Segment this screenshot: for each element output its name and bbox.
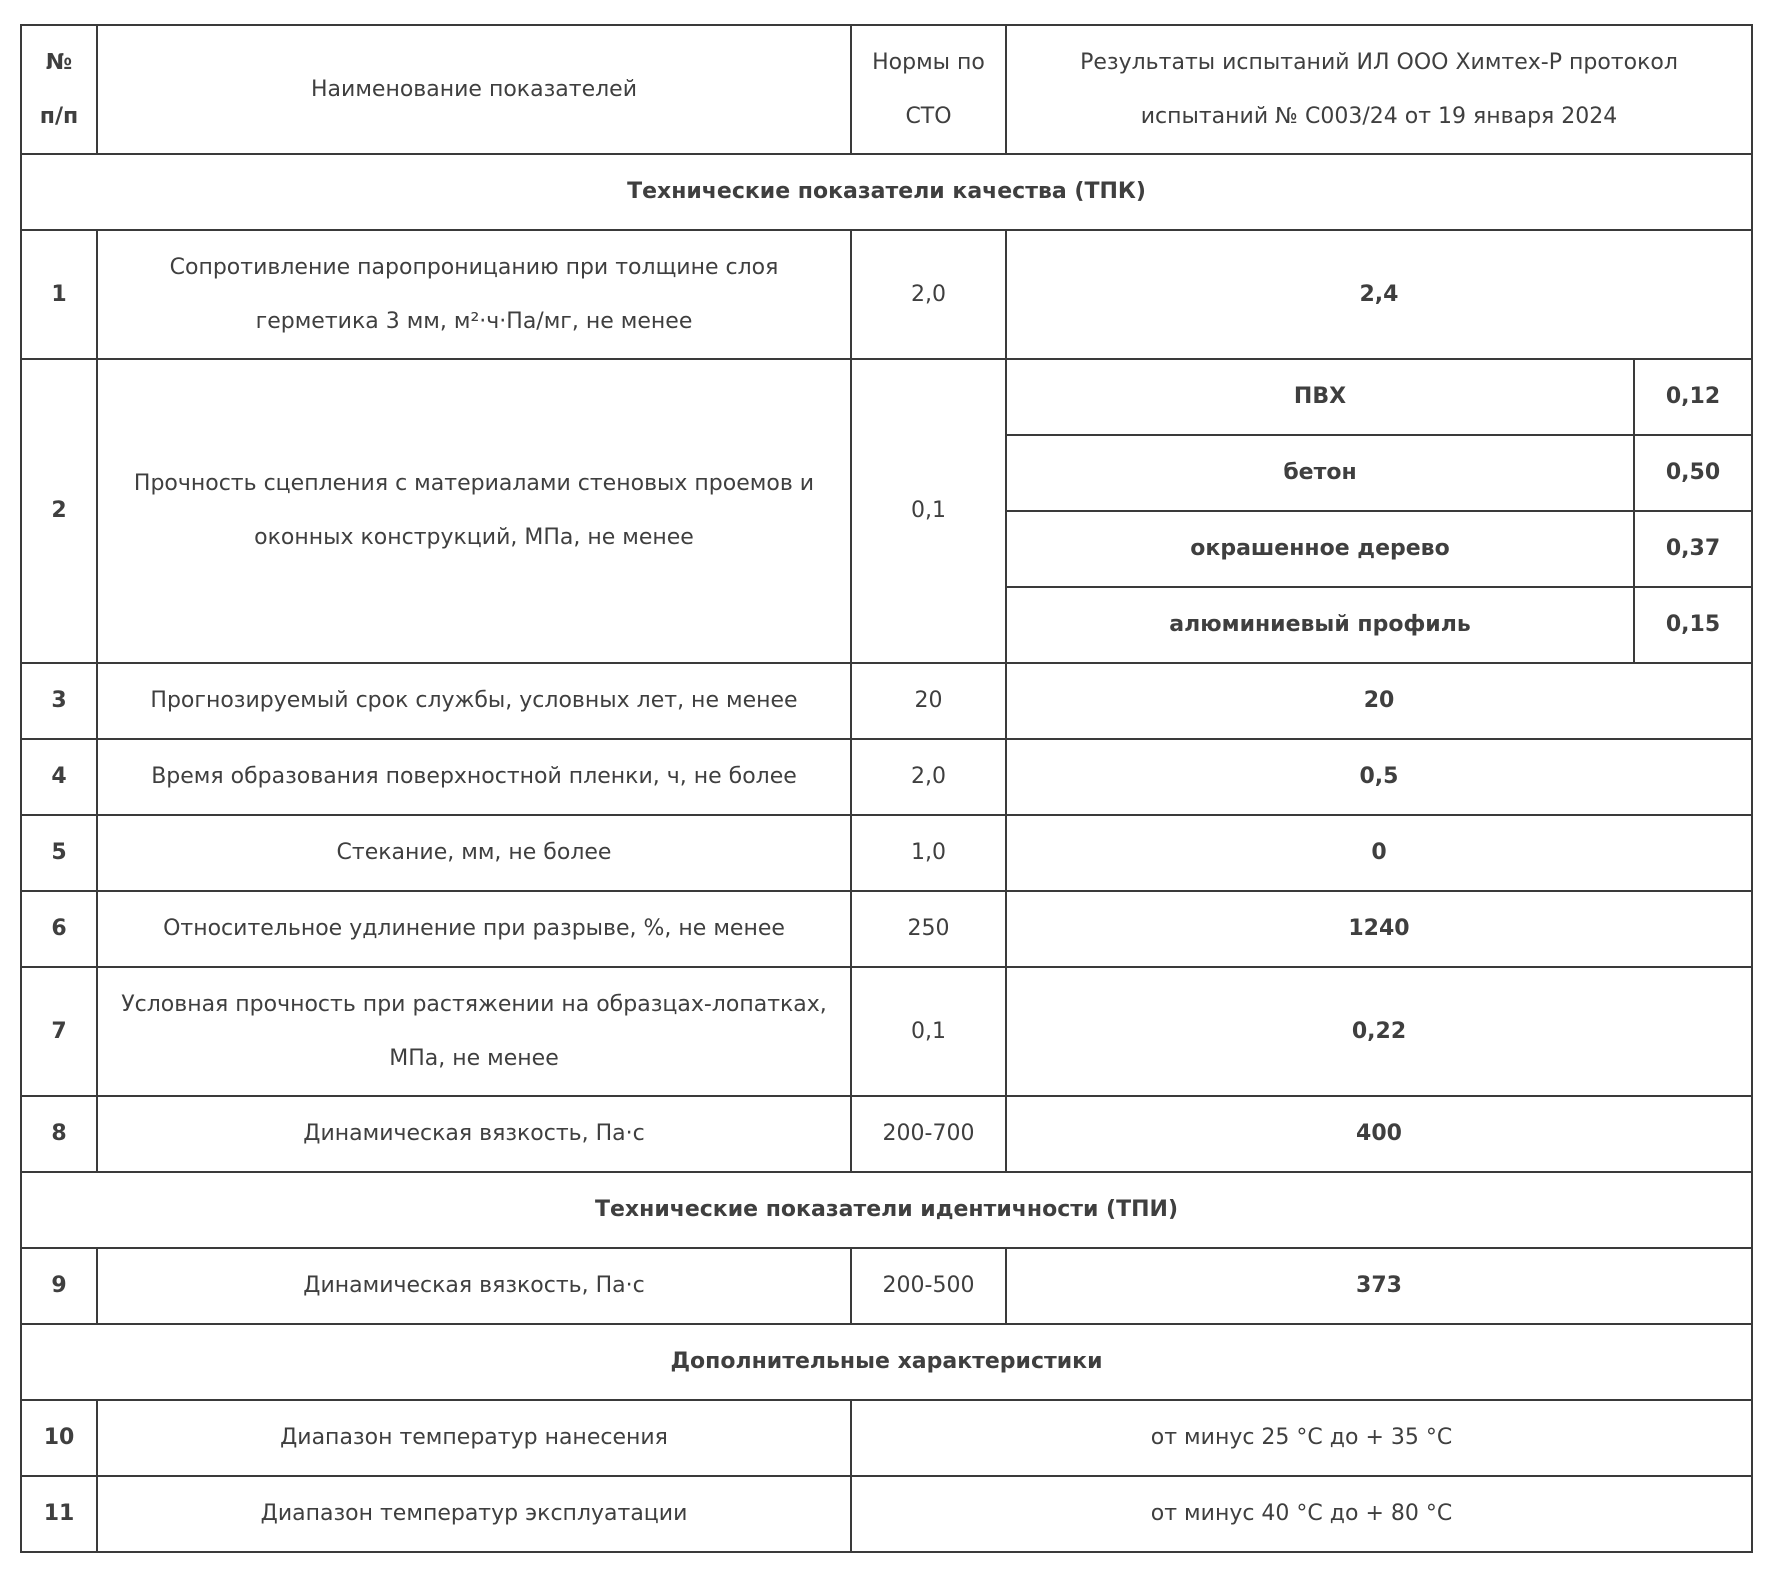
row-result: 20: [1006, 663, 1752, 739]
col-header-number: № п/п: [21, 25, 97, 154]
adhesion-value: 0,50: [1634, 435, 1752, 511]
section-row-extra: [21, 1324, 1752, 1400]
adhesion-value: 0,37: [1634, 511, 1752, 587]
row-name: Стекание, мм, не более: [97, 815, 851, 891]
row-name: Прогнозируемый срок службы, условных лет, не менее: [97, 663, 851, 739]
table-row: [21, 739, 1752, 815]
col-header-result: Результаты испытаний ИЛ ООО Химтех-Р протокол испытаний № С003/24 от 19 января 2024: [1006, 25, 1752, 154]
row-result: 2,4: [1006, 230, 1752, 359]
row-norm: 0,1: [851, 359, 1006, 663]
row-result: 0,5: [1006, 739, 1752, 815]
table-row: [21, 967, 1752, 1096]
row-number: 8: [21, 1096, 97, 1172]
section-title-tpk: Технические показатели качества (ТПК): [21, 154, 1752, 230]
row-norm: 20: [851, 663, 1006, 739]
row-norm: 2,0: [851, 739, 1006, 815]
table-row: [21, 230, 1752, 359]
section-row-tpi: [21, 1172, 1752, 1248]
row-name: Динамическая вязкость, Па·с: [97, 1248, 851, 1324]
row-name: Динамическая вязкость, Па·с: [97, 1096, 851, 1172]
row-result: 400: [1006, 1096, 1752, 1172]
row-norm: 200-700: [851, 1096, 1006, 1172]
row-norm: 0,1: [851, 967, 1006, 1096]
spec-table-container: [20, 24, 1753, 1553]
row-result: 0: [1006, 815, 1752, 891]
section-title-extra: Дополнительные характеристики: [21, 1324, 1752, 1400]
adhesion-value: 0,15: [1634, 587, 1752, 663]
table-row: [21, 1476, 1752, 1552]
row-name: Сопротивление паропроницанию при толщине слоя герметика 3 мм, м²·ч·Па/мг, не менее: [97, 230, 851, 359]
row-name: Время образования поверхностной пленки, ч, не более: [97, 739, 851, 815]
adhesion-material: алюминиевый профиль: [1006, 587, 1634, 663]
row-number: 5: [21, 815, 97, 891]
row-number: 3: [21, 663, 97, 739]
row-range-value: от минус 40 °С до + 80 °С: [851, 1476, 1752, 1552]
row-number: 11: [21, 1476, 97, 1552]
row-result: 373: [1006, 1248, 1752, 1324]
adhesion-material: окрашенное дерево: [1006, 511, 1634, 587]
spec-table: [20, 24, 1753, 1553]
table-row: [21, 891, 1752, 967]
row-number: 1: [21, 230, 97, 359]
row-number: 10: [21, 1400, 97, 1476]
table-row: [21, 663, 1752, 739]
row-norm: 200-500: [851, 1248, 1006, 1324]
table-row: [21, 1248, 1752, 1324]
adhesion-material: бетон: [1006, 435, 1634, 511]
section-title-tpi: Технические показатели идентичности (ТПИ): [21, 1172, 1752, 1248]
row-name: Относительное удлинение при разрыве, %, не менее: [97, 891, 851, 967]
table-row: [21, 1096, 1752, 1172]
row-norm: 250: [851, 891, 1006, 967]
row-norm: 2,0: [851, 230, 1006, 359]
col-header-norm: Нормы по СТО: [851, 25, 1006, 154]
row-name: Прочность сцепления с материалами стеновых проемов и оконных конструкций, МПа, не менее: [97, 359, 851, 663]
col-header-name: Наименование показателей: [97, 25, 851, 154]
row-norm: 1,0: [851, 815, 1006, 891]
row-name: Условная прочность при растяжении на образцах-лопатках, МПа, не менее: [97, 967, 851, 1096]
table-row: [21, 1400, 1752, 1476]
row-name: Диапазон температур нанесения: [97, 1400, 851, 1476]
table-header-row: [21, 25, 1752, 154]
adhesion-value: 0,12: [1634, 359, 1752, 435]
row-number: 6: [21, 891, 97, 967]
section-row-tpk: [21, 154, 1752, 230]
row-range-value: от минус 25 °С до + 35 °С: [851, 1400, 1752, 1476]
row-number: 9: [21, 1248, 97, 1324]
row-name: Диапазон температур эксплуатации: [97, 1476, 851, 1552]
row-result: 0,22: [1006, 967, 1752, 1096]
row-number: 2: [21, 359, 97, 663]
row-result: 1240: [1006, 891, 1752, 967]
table-row: [21, 815, 1752, 891]
table-row: [21, 359, 1752, 435]
adhesion-material: ПВХ: [1006, 359, 1634, 435]
row-number: 7: [21, 967, 97, 1096]
row-number: 4: [21, 739, 97, 815]
